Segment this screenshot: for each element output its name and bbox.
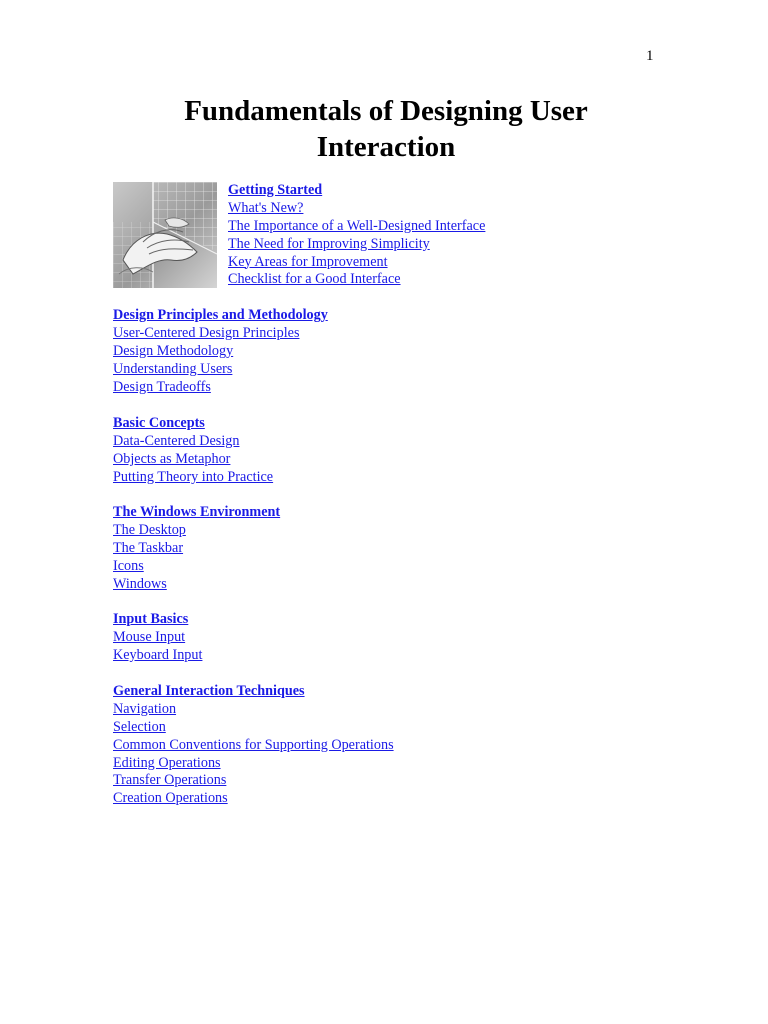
toc-heading-windows-environment[interactable]: The Windows Environment xyxy=(113,504,281,520)
toc-link-understanding-users[interactable]: Understanding Users xyxy=(113,360,233,377)
toc-heading-input-basics[interactable]: Input Basics xyxy=(113,611,189,627)
toc-link-importance-well-designed-interface[interactable]: The Importance of a Well-Designed Interface xyxy=(228,217,486,234)
toc-link-need-improving-simplicity[interactable]: The Need for Improving Simplicity xyxy=(228,235,430,252)
toc-heading-interaction-techniques[interactable]: General Interaction Techniques xyxy=(113,683,305,699)
toc-link-objects-as-metaphor[interactable]: Objects as Metaphor xyxy=(113,450,231,467)
toc-link-common-conventions[interactable]: Common Conventions for Supporting Operations xyxy=(113,736,394,753)
toc-section-windows-environment xyxy=(113,504,280,593)
toc-link-design-tradeoffs[interactable]: Design Tradeoffs xyxy=(113,378,211,395)
toc-link-the-taskbar[interactable]: The Taskbar xyxy=(113,539,184,556)
toc-heading-design-principles[interactable]: Design Principles and Methodology xyxy=(113,307,328,323)
toc-link-creation-operations[interactable]: Creation Operations xyxy=(113,790,228,807)
toc-link-key-areas-improvement[interactable]: Key Areas for Improvement xyxy=(228,253,388,270)
page-title-line-2: Interaction xyxy=(316,131,456,163)
toc-link-data-centered-design[interactable]: Data-Centered Design xyxy=(113,432,240,449)
toc-link-design-methodology[interactable]: Design Methodology xyxy=(113,342,234,359)
toc-link-keyboard-input[interactable]: Keyboard Input xyxy=(113,646,203,663)
toc-link-navigation[interactable]: Navigation xyxy=(113,700,177,717)
toc-heading-basic-concepts[interactable]: Basic Concepts xyxy=(113,415,205,431)
page-number: 1 xyxy=(646,48,654,64)
toc-section-interaction-techniques xyxy=(113,683,394,808)
toc-heading-getting-started[interactable]: Getting Started xyxy=(228,182,323,198)
toc-link-mouse-input[interactable]: Mouse Input xyxy=(113,628,186,645)
toc-link-selection[interactable]: Selection xyxy=(113,718,166,735)
toc-link-the-desktop[interactable]: The Desktop xyxy=(113,521,186,538)
toc-link-user-centered-design[interactable]: User-Centered Design Principles xyxy=(113,324,300,341)
hands-on-glass-icon xyxy=(113,182,217,288)
toc-section-design-principles xyxy=(113,307,328,396)
page-title xyxy=(114,93,658,165)
toc-link-transfer-operations[interactable]: Transfer Operations xyxy=(113,772,227,789)
toc-link-whats-new[interactable]: What's New? xyxy=(228,199,304,216)
page-title-line-1: Fundamentals of Designing User xyxy=(184,95,588,127)
toc-link-editing-operations[interactable]: Editing Operations xyxy=(113,754,221,771)
toc-section-basic-concepts xyxy=(113,415,273,487)
hands-illustration xyxy=(113,182,217,288)
toc-link-windows[interactable]: Windows xyxy=(113,575,167,592)
toc-link-icons[interactable]: Icons xyxy=(113,557,144,574)
toc-section-getting-started xyxy=(228,182,485,289)
toc-section-input-basics xyxy=(113,611,202,665)
toc-link-putting-theory-into-practice[interactable]: Putting Theory into Practice xyxy=(113,468,274,485)
toc-link-checklist-good-interface[interactable]: Checklist for a Good Interface xyxy=(228,271,401,288)
